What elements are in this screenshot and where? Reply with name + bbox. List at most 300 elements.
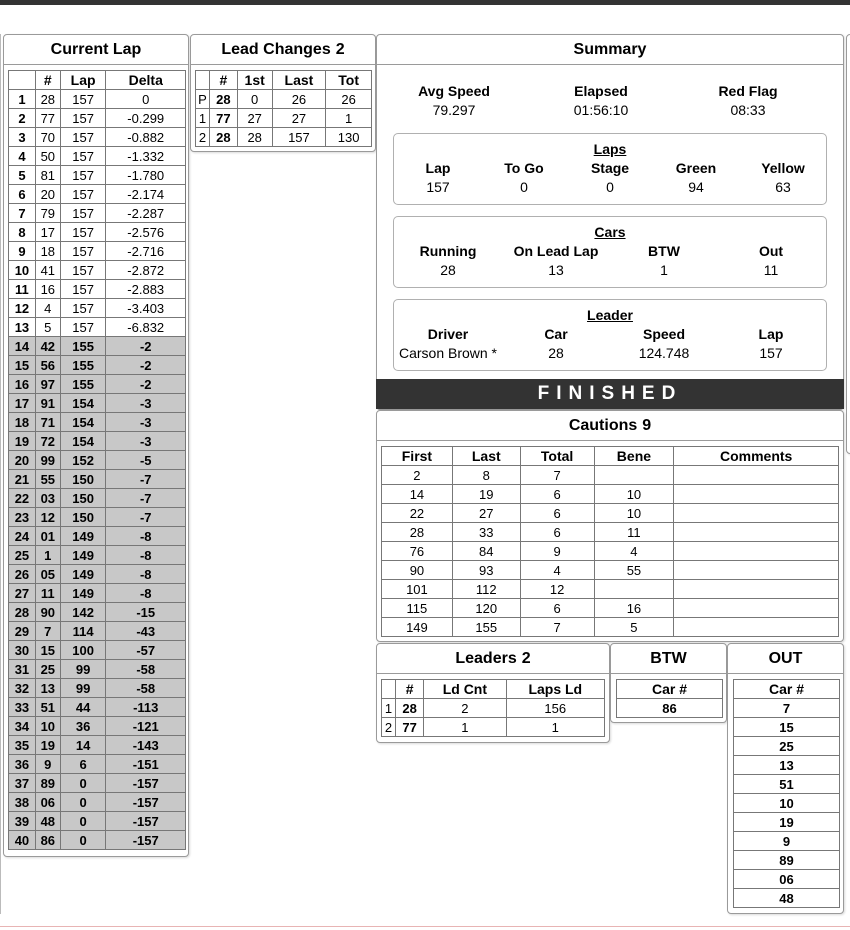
leaders-panel (376, 643, 610, 743)
current-lap-cell: 79 (35, 204, 60, 223)
current-lap-cell: 99 (35, 451, 60, 470)
cautions-header-4: Comments (674, 447, 839, 466)
leader-lap-label: Lap (758, 326, 784, 342)
current-lap-cell: 157 (60, 128, 106, 147)
cautions-cell: 93 (452, 561, 520, 580)
cautions-cell: 22 (382, 504, 453, 523)
leader-speed (614, 325, 714, 363)
table-row (196, 90, 372, 109)
leader-lap (721, 325, 821, 363)
current-lap-cell: 14 (60, 736, 106, 755)
current-lap-panel (3, 34, 189, 857)
table-row (9, 812, 186, 831)
current-lap-cell: 157 (60, 185, 106, 204)
table-row (734, 756, 840, 775)
table-row (617, 699, 723, 718)
table-row (9, 413, 186, 432)
current-lap-cell: -0.299 (106, 109, 186, 128)
current-lap-cell: -2.716 (106, 242, 186, 261)
table-row (382, 466, 839, 485)
cautions-cell: 155 (452, 618, 520, 637)
cautions-cell: 120 (452, 599, 520, 618)
current-lap-cell: 114 (60, 622, 106, 641)
current-lap-cell: 36 (60, 717, 106, 736)
current-lap-cell: 26 (9, 565, 36, 584)
current-lap-cell: 19 (35, 736, 60, 755)
elapsed-label: Elapsed (574, 83, 628, 99)
current-lap-cell: -143 (106, 736, 186, 755)
current-lap-cell: 157 (60, 204, 106, 223)
table-row (9, 470, 186, 489)
current-lap-cell: 97 (35, 375, 60, 394)
current-lap-cell: -2.872 (106, 261, 186, 280)
current-lap-cell: 155 (60, 356, 106, 375)
cautions-cell: 28 (382, 523, 453, 542)
current-lap-cell: 05 (35, 565, 60, 584)
out-car-cell: 89 (734, 851, 840, 870)
current-lap-header-3: Delta (106, 71, 186, 90)
current-lap-cell: 51 (35, 698, 60, 717)
current-lap-cell: 9 (9, 242, 36, 261)
current-lap-cell: 0 (60, 774, 106, 793)
current-lap-cell: 70 (35, 128, 60, 147)
table-row (382, 599, 839, 618)
cautions-cell: 33 (452, 523, 520, 542)
current-lap-cell: 90 (35, 603, 60, 622)
current-lap-cell: 0 (60, 831, 106, 850)
leaders-cell: 1 (424, 718, 506, 737)
lead-changes-cell: 1 (196, 109, 210, 128)
current-lap-cell: -3 (106, 432, 186, 451)
current-lap-cell: 155 (60, 337, 106, 356)
cautions-cell: 55 (594, 561, 674, 580)
laps-box (393, 133, 827, 205)
current-lap-cell: 157 (60, 147, 106, 166)
current-lap-cell: 1 (9, 90, 36, 109)
leaders-cell: 1 (506, 718, 604, 737)
table-row (196, 109, 372, 128)
current-lap-cell: 154 (60, 394, 106, 413)
table-row (9, 166, 186, 185)
current-lap-cell: -6.832 (106, 318, 186, 337)
table-row (9, 641, 186, 660)
leaders-table (381, 679, 605, 737)
current-lap-cell: 25 (9, 546, 36, 565)
cautions-cell: 4 (594, 542, 674, 561)
lead-changes-cell: 28 (209, 90, 237, 109)
current-lap-cell: -2.576 (106, 223, 186, 242)
current-lap-header-2: Lap (60, 71, 106, 90)
out-header: Car # (734, 680, 840, 699)
current-lap-cell: 6 (9, 185, 36, 204)
table-row (9, 565, 186, 584)
table-row (9, 660, 186, 679)
cars-out-value: 11 (763, 262, 779, 278)
lead-changes-cell: 2 (196, 128, 210, 147)
current-lap-cell: 06 (35, 793, 60, 812)
lead-changes-table (195, 70, 372, 147)
cautions-cell: 5 (594, 618, 674, 637)
current-lap-cell: -113 (106, 698, 186, 717)
current-lap-cell: 4 (35, 299, 60, 318)
cars-btw (614, 242, 714, 280)
current-lap-cell: -2.287 (106, 204, 186, 223)
current-lap-cell: 150 (60, 508, 106, 527)
out-car-cell: 06 (734, 870, 840, 889)
cautions-cell (674, 523, 839, 542)
out-car-cell: 7 (734, 699, 840, 718)
table-row (9, 546, 186, 565)
table-row (734, 870, 840, 889)
cautions-cell: 10 (594, 485, 674, 504)
current-lap-cell: -2 (106, 356, 186, 375)
current-lap-cell: -7 (106, 470, 186, 489)
table-row (382, 504, 839, 523)
table-row (9, 793, 186, 812)
cautions-cell (674, 618, 839, 637)
current-lap-cell: -151 (106, 755, 186, 774)
current-lap-cell: -121 (106, 717, 186, 736)
current-lap-cell: -5 (106, 451, 186, 470)
current-lap-cell: 152 (60, 451, 106, 470)
leader-box (393, 299, 827, 371)
current-lap-cell: 14 (9, 337, 36, 356)
table-row (382, 542, 839, 561)
table-row (382, 485, 839, 504)
leader-title: Leader (587, 307, 633, 323)
table-row (734, 699, 840, 718)
current-lap-cell: -57 (106, 641, 186, 660)
cautions-cell: 84 (452, 542, 520, 561)
current-lap-cell: 99 (60, 660, 106, 679)
laps-to-go-value: 0 (520, 179, 528, 195)
cautions-cell (674, 542, 839, 561)
leader-driver-label: Driver (427, 326, 469, 342)
summary-title: Summary (377, 35, 843, 65)
lead-changes-header-2: 1st (237, 71, 272, 90)
table-row (9, 451, 186, 470)
cautions-cell: 27 (452, 504, 520, 523)
current-lap-cell: 16 (9, 375, 36, 394)
current-lap-cell: 35 (9, 736, 36, 755)
table-row (9, 337, 186, 356)
current-lap-cell: 10 (35, 717, 60, 736)
table-row (734, 851, 840, 870)
lead-changes-cell: 28 (237, 128, 272, 147)
cautions-cell: 8 (452, 466, 520, 485)
current-lap-cell: 10 (9, 261, 36, 280)
cautions-cell: 6 (520, 523, 594, 542)
current-lap-cell: 18 (35, 242, 60, 261)
cars-out (721, 242, 821, 280)
leaders-label: Leaders (455, 650, 517, 667)
laps-stage-value: 0 (606, 179, 614, 195)
cars-on-lead-lap-label: On Lead Lap (513, 243, 599, 259)
lead-changes-cell: 27 (237, 109, 272, 128)
out-title: OUT (728, 644, 843, 674)
cautions-cell: 11 (594, 523, 674, 542)
out-car-cell: 25 (734, 737, 840, 756)
cars-btw-value: 1 (660, 262, 668, 278)
cautions-cell: 12 (520, 580, 594, 599)
elapsed-stat (536, 82, 666, 120)
cars-out-label: Out (758, 243, 784, 259)
cautions-panel (376, 410, 844, 642)
current-lap-cell: 9 (35, 755, 60, 774)
out-car-cell: 48 (734, 889, 840, 908)
current-lap-cell: 23 (9, 508, 36, 527)
current-lap-cell: 150 (60, 470, 106, 489)
table-row (9, 527, 186, 546)
table-row (9, 698, 186, 717)
table-row (9, 299, 186, 318)
current-lap-cell: 157 (60, 318, 106, 337)
elapsed-value: 01:56:10 (573, 102, 629, 118)
table-row (9, 679, 186, 698)
lead-changes-label: Lead Changes (221, 41, 331, 58)
table-row (9, 603, 186, 622)
lead-changes-cell: P (196, 90, 210, 109)
laps-yellow (733, 159, 833, 197)
leaders-title (377, 644, 609, 674)
table-row (734, 718, 840, 737)
cautions-cell: 149 (382, 618, 453, 637)
red-flag-value: 08:33 (730, 102, 766, 118)
lead-changes-title (191, 35, 375, 65)
cautions-cell: 115 (382, 599, 453, 618)
current-lap-cell: 50 (35, 147, 60, 166)
current-lap-cell: 89 (35, 774, 60, 793)
current-lap-cell: 44 (60, 698, 106, 717)
current-lap-cell: -3.403 (106, 299, 186, 318)
leaders-cell: 28 (396, 699, 424, 718)
current-lap-cell: 27 (9, 584, 36, 603)
leaders-cell: 2 (424, 699, 506, 718)
current-lap-cell: 71 (35, 413, 60, 432)
current-lap-cell: 154 (60, 413, 106, 432)
current-lap-cell: 24 (9, 527, 36, 546)
lead-changes-header-0 (196, 71, 210, 90)
table-row (382, 523, 839, 542)
cautions-cell (594, 580, 674, 599)
cautions-cell (674, 580, 839, 599)
cautions-cell (674, 561, 839, 580)
current-lap-cell: -157 (106, 774, 186, 793)
current-lap-cell: -7 (106, 489, 186, 508)
laps-lap-value: 157 (426, 179, 450, 195)
cautions-cell: 4 (520, 561, 594, 580)
current-lap-header-1: # (35, 71, 60, 90)
current-lap-cell: 37 (9, 774, 36, 793)
red-flag-label: Red Flag (718, 83, 778, 99)
current-lap-cell: 150 (60, 489, 106, 508)
cautions-cell: 112 (452, 580, 520, 599)
out-table (733, 679, 840, 908)
lead-changes-cell: 157 (272, 128, 326, 147)
cautions-cell: 19 (452, 485, 520, 504)
table-row (382, 561, 839, 580)
current-lap-cell: 16 (35, 280, 60, 299)
out-car-cell: 9 (734, 832, 840, 851)
laps-yellow-value: 63 (775, 179, 791, 195)
current-lap-cell: 01 (35, 527, 60, 546)
current-lap-cell: 157 (60, 299, 106, 318)
btw-car-cell: 86 (617, 699, 723, 718)
table-row (9, 375, 186, 394)
cautions-cell: 7 (520, 618, 594, 637)
laps-green-value: 94 (688, 179, 704, 195)
table-row (196, 128, 372, 147)
current-lap-cell: -58 (106, 660, 186, 679)
cautions-cell (674, 485, 839, 504)
current-lap-cell: -8 (106, 546, 186, 565)
current-lap-cell: -0.882 (106, 128, 186, 147)
current-lap-cell: 36 (9, 755, 36, 774)
current-lap-cell: 81 (35, 166, 60, 185)
avg-speed-stat (389, 82, 519, 120)
btw-title: BTW (611, 644, 726, 674)
current-lap-cell: -157 (106, 812, 186, 831)
current-lap-cell: 40 (9, 831, 36, 850)
leader-lap-value: 157 (759, 345, 783, 361)
cautions-cell: 90 (382, 561, 453, 580)
table-row (9, 356, 186, 375)
current-lap-title: Current Lap (4, 35, 188, 65)
cars-on-lead-lap (506, 242, 606, 280)
table-row (9, 318, 186, 337)
current-lap-cell: 03 (35, 489, 60, 508)
current-lap-cell: -2 (106, 337, 186, 356)
cars-title: Cars (594, 224, 626, 240)
current-lap-cell: 32 (9, 679, 36, 698)
cars-on-lead-lap-value: 13 (548, 262, 564, 278)
red-flag-stat (683, 82, 813, 120)
cautions-header-1: Last (452, 447, 520, 466)
cars-running-label: Running (419, 243, 477, 259)
current-lap-cell: 6 (60, 755, 106, 774)
table-row (9, 508, 186, 527)
cars-running (398, 242, 498, 280)
current-lap-cell: 157 (60, 223, 106, 242)
lead-changes-cell: 26 (326, 90, 372, 109)
cautions-cell (674, 599, 839, 618)
avg-speed-label: Avg Speed (418, 83, 490, 99)
leaders-cell: 156 (506, 699, 604, 718)
current-lap-cell: -58 (106, 679, 186, 698)
current-lap-cell: 142 (60, 603, 106, 622)
out-panel (727, 643, 844, 914)
table-row (9, 755, 186, 774)
avg-speed-value: 79.297 (432, 102, 476, 118)
table-row (9, 185, 186, 204)
lead-changes-cell: 28 (209, 128, 237, 147)
current-lap-cell: 2 (9, 109, 36, 128)
left-edge-line (0, 34, 3, 914)
leaders-cell: 77 (396, 718, 424, 737)
laps-to-go-label: To Go (504, 160, 544, 176)
leader-car-label: Car (544, 326, 568, 342)
cautions-cell: 10 (594, 504, 674, 523)
current-lap-cell: 28 (9, 603, 36, 622)
current-lap-cell: 149 (60, 527, 106, 546)
lead-changes-cell: 0 (237, 90, 272, 109)
table-row (382, 699, 605, 718)
current-lap-cell: 157 (60, 242, 106, 261)
current-lap-cell: 3 (9, 128, 36, 147)
current-lap-cell: 5 (9, 166, 36, 185)
cars-btw-label: BTW (648, 243, 680, 259)
leaders-count: 2 (521, 650, 531, 667)
laps-lap-label: Lap (425, 160, 451, 176)
current-lap-cell: 149 (60, 584, 106, 603)
current-lap-cell: -2.174 (106, 185, 186, 204)
cautions-cell: 16 (594, 599, 674, 618)
laps-green-label: Green (675, 160, 717, 176)
current-lap-cell: 18 (9, 413, 36, 432)
laps-yellow-label: Yellow (761, 160, 805, 176)
leader-car (506, 325, 606, 363)
current-lap-cell: 28 (35, 90, 60, 109)
cautions-title (377, 411, 843, 441)
current-lap-cell: 31 (9, 660, 36, 679)
current-lap-cell: 42 (35, 337, 60, 356)
table-row (9, 584, 186, 603)
table-row (9, 394, 186, 413)
leader-speed-label: Speed (642, 326, 685, 342)
current-lap-cell: 25 (35, 660, 60, 679)
current-lap-cell: 21 (9, 470, 36, 489)
laps-stage (560, 159, 660, 197)
top-bar (0, 0, 850, 5)
table-row (9, 204, 186, 223)
current-lap-cell: 157 (60, 166, 106, 185)
current-lap-cell: 41 (35, 261, 60, 280)
current-lap-cell: -8 (106, 527, 186, 546)
current-lap-cell: 12 (9, 299, 36, 318)
current-lap-cell: 86 (35, 831, 60, 850)
current-lap-cell: 15 (35, 641, 60, 660)
cautions-cell: 9 (520, 542, 594, 561)
current-lap-cell: 13 (35, 679, 60, 698)
current-lap-cell: 100 (60, 641, 106, 660)
cars-box (393, 216, 827, 288)
current-lap-cell: 7 (35, 622, 60, 641)
leaders-cell: 1 (382, 699, 396, 718)
current-lap-cell: 0 (106, 90, 186, 109)
current-lap-cell: 157 (60, 90, 106, 109)
cautions-table (381, 446, 839, 637)
current-lap-cell: 34 (9, 717, 36, 736)
table-row (9, 223, 186, 242)
table-row (9, 147, 186, 166)
current-lap-cell: 11 (9, 280, 36, 299)
current-lap-cell: 149 (60, 565, 106, 584)
cautions-cell: 6 (520, 599, 594, 618)
lead-changes-panel (190, 34, 376, 152)
table-row (734, 889, 840, 908)
leader-speed-value: 124.748 (638, 345, 690, 361)
current-lap-cell: 77 (35, 109, 60, 128)
current-lap-cell: 22 (9, 489, 36, 508)
current-lap-cell: 20 (35, 185, 60, 204)
table-row (9, 109, 186, 128)
leader-car-value: 28 (548, 345, 564, 361)
table-row (9, 736, 186, 755)
lead-changes-cell: 26 (272, 90, 326, 109)
leaders-header-1: # (396, 680, 424, 699)
cautions-cell: 14 (382, 485, 453, 504)
current-lap-cell: 48 (35, 812, 60, 831)
